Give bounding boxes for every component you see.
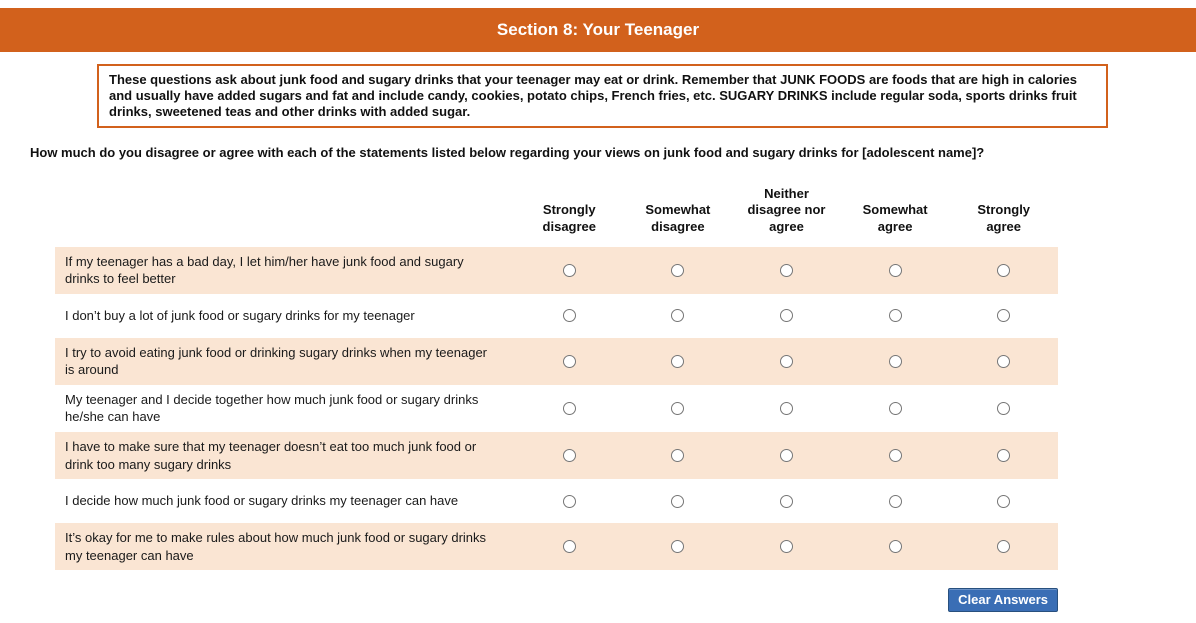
radio-row6-somewhat-disagree[interactable] [671, 495, 684, 508]
statement-label: My teenager and I decide together how much junk food or sugary drinks he/she can have [65, 391, 479, 425]
statement-label: I have to make sure that my teenager doesn’t eat too much junk food or drink too many sugary drinks [65, 439, 477, 472]
radio-cell [515, 385, 624, 432]
radio-row1-strongly-disagree[interactable] [563, 264, 576, 277]
radio-cell [841, 338, 950, 385]
radio-cell [841, 523, 950, 570]
question-text: How much do you disagree or agree with each of the statements listed below regarding your views on junk food and sugary drinks for [adolescent name]? [30, 145, 985, 160]
matrix-table [55, 180, 1058, 570]
table-row [55, 432, 1058, 479]
radio-cell [841, 385, 950, 432]
radio-row2-strongly-disagree[interactable] [563, 309, 576, 322]
radio-cell [515, 294, 624, 338]
radio-cell [624, 479, 733, 523]
radio-cell [515, 247, 624, 294]
radio-row4-strongly-agree[interactable] [997, 402, 1010, 415]
radio-cell [949, 247, 1058, 294]
radio-row5-neither[interactable] [780, 449, 793, 462]
radio-cell [949, 523, 1058, 570]
radio-cell [732, 247, 841, 294]
clear-answers-button[interactable]: Clear Answers [948, 588, 1058, 612]
radio-cell [624, 523, 733, 570]
radio-cell [949, 479, 1058, 523]
radio-row3-somewhat-disagree[interactable] [671, 355, 684, 368]
section-title: Section 8: Your Teenager [496, 20, 700, 39]
radio-row4-somewhat-disagree[interactable] [671, 402, 684, 415]
statement-header-spacer [55, 180, 515, 247]
radio-cell [732, 294, 841, 338]
radio-cell [624, 385, 733, 432]
radio-cell [841, 294, 950, 338]
radio-cell [732, 432, 841, 479]
radio-row3-somewhat-agree[interactable] [889, 355, 902, 368]
instructions-box [97, 64, 1108, 128]
radio-cell [949, 338, 1058, 385]
radio-cell [949, 294, 1058, 338]
radio-cell [624, 247, 733, 294]
radio-cell [515, 479, 624, 523]
column-header-somewhat-disagree: Somewhat disagree [645, 202, 711, 234]
matrix-header-row [55, 180, 1058, 247]
radio-cell [732, 479, 841, 523]
statement-label: I don’t buy a lot of junk food or sugary drinks for my teenager [65, 308, 415, 324]
table-row [55, 338, 1058, 385]
table-row [55, 247, 1058, 294]
instructions-text: These questions ask about junk food and sugary drinks that your teenager may eat or drink. Remember that JUNK FOODS are foods that are high in calories and usually have added sugars and fat and include candy, cookies, potato chips, French fries, etc. SUGARY DRINKS include regular soda, sports drinks fruit drinks, sweetened teas and other drinks with added sugar. [109, 72, 1077, 119]
radio-cell [841, 479, 950, 523]
radio-row2-somewhat-disagree[interactable] [671, 309, 684, 322]
radio-row1-somewhat-agree[interactable] [889, 264, 902, 277]
radio-cell [624, 432, 733, 479]
radio-cell [732, 385, 841, 432]
radio-cell [624, 294, 733, 338]
radio-row3-strongly-disagree[interactable] [563, 355, 576, 368]
radio-row1-somewhat-disagree[interactable] [671, 264, 684, 277]
radio-cell [949, 385, 1058, 432]
table-row [55, 294, 1058, 338]
table-row [55, 385, 1058, 432]
radio-row5-somewhat-agree[interactable] [889, 449, 902, 462]
radio-row6-strongly-agree[interactable] [997, 495, 1010, 508]
column-header-strongly-disagree: Strongly disagree [542, 202, 597, 234]
radio-cell [624, 338, 733, 385]
column-header-strongly-agree: Strongly agree [977, 202, 1031, 234]
radio-row3-neither[interactable] [780, 355, 793, 368]
column-header-neither: Neither disagree nor agree [747, 186, 826, 234]
radio-row5-strongly-disagree[interactable] [563, 449, 576, 462]
radio-row7-somewhat-disagree[interactable] [671, 540, 684, 553]
radio-row3-strongly-agree[interactable] [997, 355, 1010, 368]
radio-cell [841, 432, 950, 479]
radio-row6-neither[interactable] [780, 495, 793, 508]
statement-label: I try to avoid eating junk food or drinking sugary drinks when my teenager is around [65, 344, 488, 378]
radio-cell [515, 338, 624, 385]
radio-row1-neither[interactable] [780, 264, 793, 277]
form-footer [0, 588, 1058, 612]
statement-label: If my teenager has a bad day, I let him/her have junk food and sugary drinks to feel better [65, 253, 464, 287]
radio-row5-somewhat-disagree[interactable] [671, 449, 684, 462]
radio-cell [515, 523, 624, 570]
radio-row5-strongly-agree[interactable] [997, 449, 1010, 462]
table-row [55, 523, 1058, 570]
section-header [0, 8, 1196, 52]
radio-row6-somewhat-agree[interactable] [889, 495, 902, 508]
radio-row7-somewhat-agree[interactable] [889, 540, 902, 553]
radio-row4-strongly-disagree[interactable] [563, 402, 576, 415]
radio-row6-strongly-disagree[interactable] [563, 495, 576, 508]
radio-row7-strongly-agree[interactable] [997, 540, 1010, 553]
radio-cell [949, 432, 1058, 479]
radio-row1-strongly-agree[interactable] [997, 264, 1010, 277]
radio-row7-strongly-disagree[interactable] [563, 540, 576, 553]
radio-cell [515, 432, 624, 479]
radio-cell [841, 247, 950, 294]
radio-cell [732, 338, 841, 385]
statement-label: It’s okay for me to make rules about how much junk food or sugary drinks my teenager can have [65, 530, 487, 563]
radio-row7-neither[interactable] [780, 540, 793, 553]
radio-row4-neither[interactable] [780, 402, 793, 415]
radio-row2-neither[interactable] [780, 309, 793, 322]
radio-row4-somewhat-agree[interactable] [889, 402, 902, 415]
radio-cell [732, 523, 841, 570]
table-row [55, 479, 1058, 523]
column-header-somewhat-agree: Somewhat agree [862, 202, 928, 234]
radio-row2-strongly-agree[interactable] [997, 309, 1010, 322]
statement-label: I decide how much junk food or sugary drinks my teenager can have [65, 493, 459, 509]
radio-row2-somewhat-agree[interactable] [889, 309, 902, 322]
